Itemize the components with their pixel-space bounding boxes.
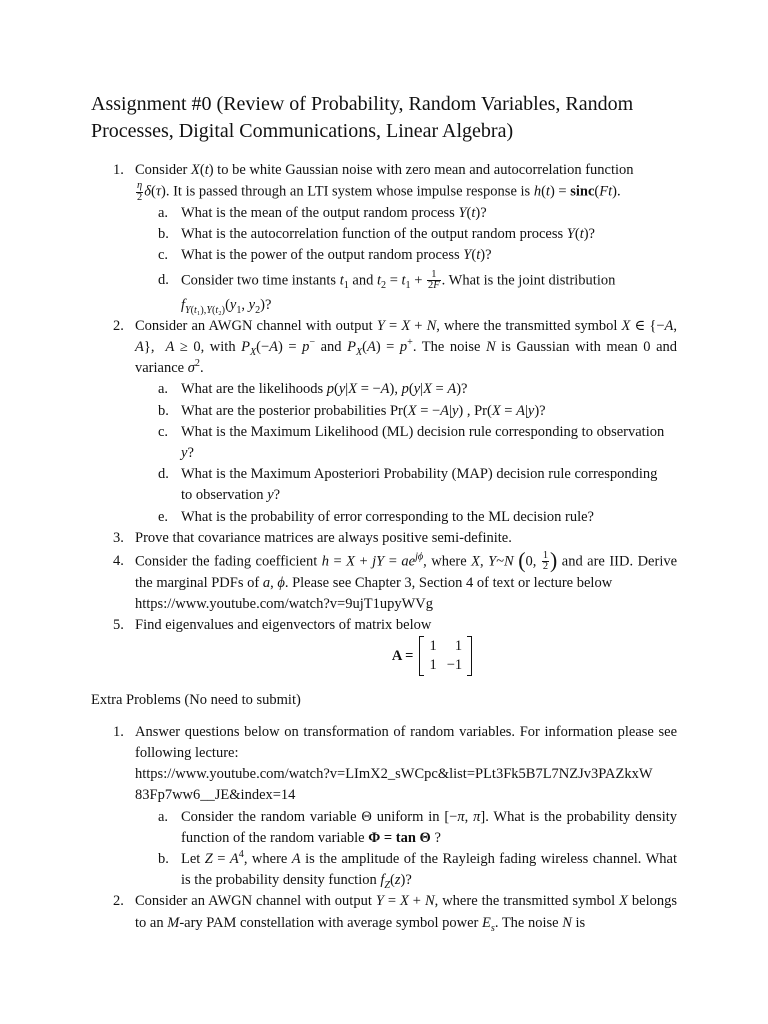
problem-2: 2. Consider an AWGN channel with output Y = X + N, where the transmitted symbol X ∈ {−A, A}, A ≥ 0, with $P_X(-A) = p^-$ and $P_X(A) = p^+$. The noise N is Gaussian with mean 0 and variance $\sigma^2$. (113, 317, 678, 377)
matrix-equation (0, 636, 768, 680)
sub-letter: e. (158, 508, 169, 525)
lecture-link-1[interactable]: https://www.youtube.com/watch?v=9ujT1upyWVg (135, 596, 433, 613)
problem-2c: c. What is the Maximum Likelihood (ML) decision rule corresponding to observation y? (158, 423, 665, 461)
problem-2e: e. What is the probability of error corresponding to the ML decision rule? (0, 507, 768, 528)
sub-letter: a. (158, 808, 169, 825)
lecture-link-2-cont[interactable]: 83Fp7ww6__JE&index=14 (135, 787, 296, 804)
problem-5 (0, 615, 768, 636)
problem-number: 1. (113, 723, 124, 740)
sub-letter: a. (158, 381, 169, 398)
problem-1d-cont: $f_{Y(t_1),Y(t_2)}(y_1$, $y_2$)? (181, 296, 272, 316)
extra-1-line-1: Answer questions below on transformation of random variables. For information please (135, 723, 654, 740)
problem-1d: d. Consider two time instants $t_1$ and $t_2 = t_1$ + $\frac{1}{2F}$ . What is the joint distribution (158, 268, 616, 292)
problem-number: 2. (113, 893, 124, 910)
problem-1 (0, 160, 768, 203)
sub-letter: d. (158, 466, 169, 483)
problem-number: 5. (113, 617, 124, 634)
problem-1-line-1: Consider X(t) to be white Gaussian noise with zero mean and autocorrelation function (135, 162, 634, 178)
problem-1-line-2: $\frac{\eta}{2}$ δ(τ). It is passed through an LTI system whose impulse response is h(t) = sinc(Ft). (137, 180, 621, 203)
sub-letter: c. (158, 423, 169, 440)
matrix-label: A = (391, 647, 414, 664)
sub-letter: b. (158, 226, 169, 243)
extra-problems-heading: Extra Problems (No need to submit) (91, 692, 301, 709)
extra-1-line-2: see following lecture: (135, 723, 678, 761)
matrix-cell: 1 (429, 657, 437, 674)
sub-letter: c. (158, 247, 169, 264)
problem-3 (0, 528, 768, 549)
problem-2b: b. What are the posterior probabilities Pr(X = −A|y) , Pr(X = A|y)? (0, 401, 768, 422)
extra-problem-2: 2. Consider an AWGN channel with output Y = X + N, where the transmitted symbol X belongs to an M-ary PAM constellation with average symbol power $E_s$. The noise N is (113, 893, 678, 934)
problem-4: 4. Consider the fading coefficient h = X + jY = $ae^{j\phi}$, where X, Y~N (0, $\frac{1}{2}$ ) and are IID. Derive the marginal PDFs of a, ϕ. Please see Chapter 3, Section 4 of text or lecture below https://www.youtube.com/watch?v=9ujT1upyWVg (113, 548, 678, 613)
sub-letter: d. (158, 271, 169, 288)
matrix-A (419, 636, 472, 676)
matrix-cell: −1 (446, 657, 463, 674)
extra-problem-1 (0, 722, 768, 807)
extra-problem-1a: a. Consider the random variable Θ uniform in [−π, π]. What is the probability density function of the random variable Φ = tan Θ ? (158, 808, 678, 846)
matrix-cell: 1 (454, 638, 463, 655)
problem-1c: c. What is the power of the output random process Y(t)? (0, 245, 768, 266)
sub-letter: b. (158, 402, 169, 419)
problem-1a: a. What is the mean of the output random process Y(t)? (0, 203, 768, 224)
problem-number: 3. (113, 529, 124, 546)
sub-letter: b. (158, 850, 169, 867)
extra-problem-1b: b. Let $Z = A^4$, where A is the amplitude of the Rayleigh fading wireless channel. What is the probability density function $f_Z(z)$? (158, 849, 677, 891)
problem-1b: b. What is the autocorrelation function of the output random process Y(t)? (0, 224, 768, 245)
problem-number: 1. (113, 162, 124, 178)
matrix-cell: 1 (429, 638, 437, 655)
sub-letter: a. (158, 205, 169, 222)
problem-number: 2. (113, 317, 124, 334)
problem-3-text: Prove that covariance matrices are always positive semi-definite. (135, 529, 512, 546)
assignment-title: Assignment #0 (Review of Probability, Random Variables, Random Processes, Digital Communications, Linear Algebra) (91, 93, 634, 142)
problem-2d: d. What is the Maximum Aposteriori Probability (MAP) decision rule corresponding to observation y? (158, 466, 658, 504)
problem-5-text: Find eigenvalues and eigenvectors of matrix below (135, 617, 432, 634)
problem-number: 4. (113, 553, 124, 569)
lecture-link-2[interactable]: https://www.youtube.com/watch?v=LImX2_sWCpc&list=PLt3Fk5B7L7NZJv3PAZkxW (135, 766, 653, 783)
problem-list (0, 160, 768, 934)
problem-2a: a. What are the likelihoods p(y|X = −A), p(y|X = A)? (0, 379, 768, 400)
